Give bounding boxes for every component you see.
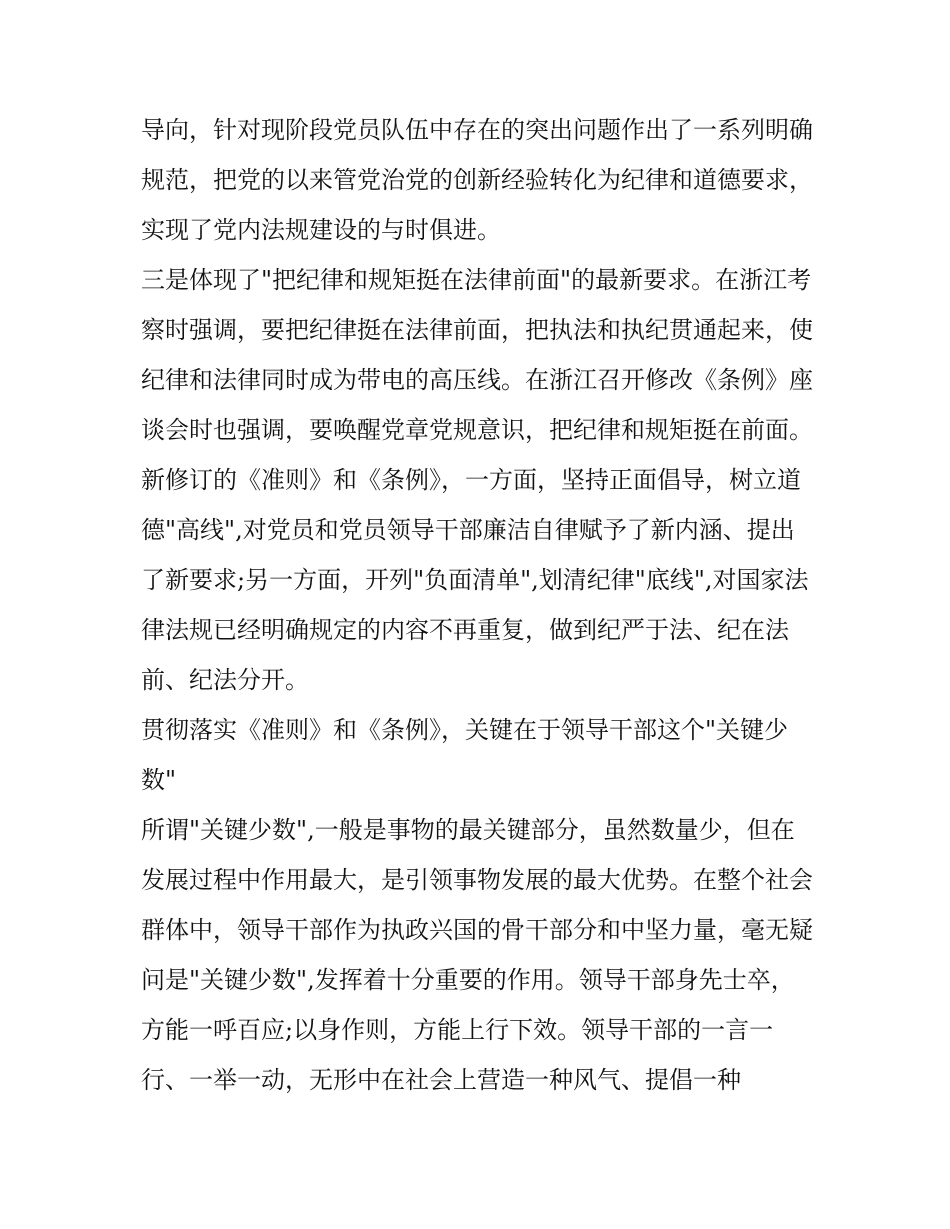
paragraph-3: 贯彻落实《准则》和《条例》，关键在于领导干部这个"关键少数" (141, 716, 789, 794)
paragraph-2: 三是体现了"把纪律和规矩挺在法律前面"的最新要求。在浙江考察时强调，要把纪律挺在法律前面，把执法和执纪贯通起来，使纪律和法律同时成为带电的高压线。在浙江召开修改《条例》座谈会时也强调，要唤醒党章党规意识，把纪律和规矩挺在前面。新修订的《准则》和《条例》，一方面，坚持正面倡导，树立道德"高线",对党员和党员领导干部廉洁自律赋予了新内涵、提出了新要求;另一方面，开列"负面清单",划清纪律"底线",对国家法律法规已经明确规定的内容不再重复，做到纪严于法、纪在法前、纪法分开。 (141, 266, 813, 694)
body-text (141, 105, 813, 1105)
paragraph-1: 导向，针对现阶段党员队伍中存在的突出问题作出了一系列明确规范，把党的以来管党治党的创新经验转化为纪律和道德要求，实现了党内法规建设的与时俱进。 (141, 116, 813, 244)
paragraph-4: 所谓"关键少数",一般是事物的最关键部分，虽然数量少，但在发展过程中作用最大，是引领事物发展的最大优势。在整个社会群体中，领导干部作为执政兴国的骨干部分和中坚力量，毫无疑问是"关键少数",发挥着十分重要的作用。领导干部身先士卒，方能一呼百应;以身作则，方能上行下效。领导干部的一言一行、一举一动，无形中在社会上营造一种风气、提倡一种 (141, 816, 813, 1094)
